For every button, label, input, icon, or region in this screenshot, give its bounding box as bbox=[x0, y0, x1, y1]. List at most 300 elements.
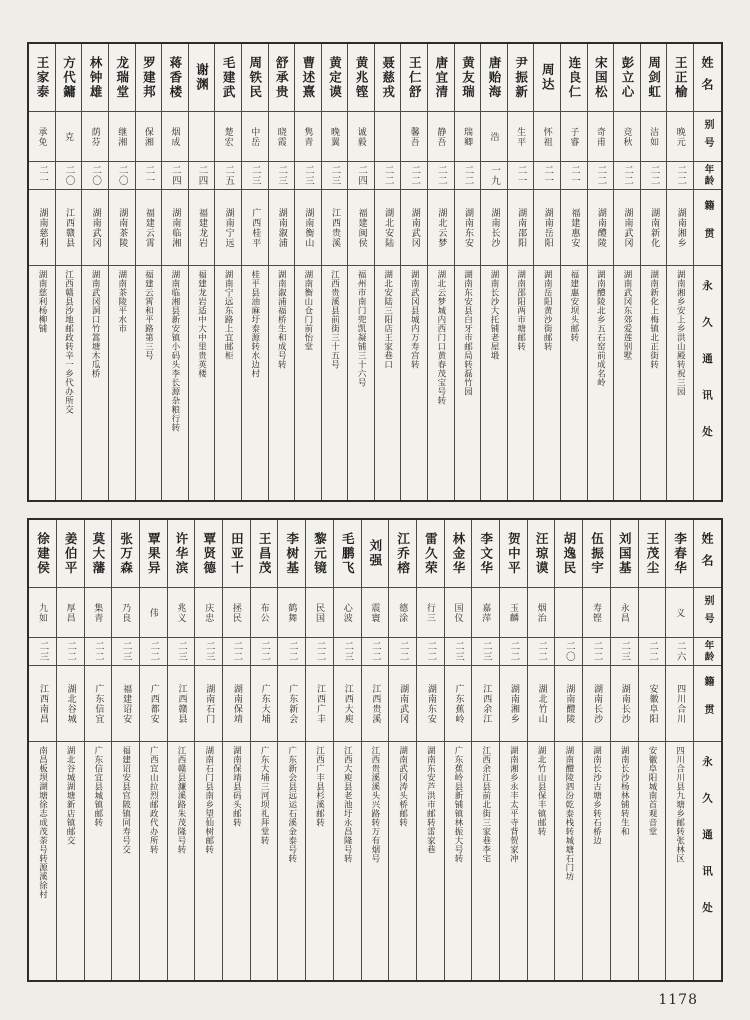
directory-table-bottom bbox=[27, 518, 723, 982]
person-name: 方代鏞 bbox=[61, 55, 77, 100]
person-age-cell bbox=[362, 638, 389, 666]
person-address-cell bbox=[667, 266, 693, 500]
person-alias-cell bbox=[555, 588, 582, 638]
person-address: 湖南临湘县新安镇小码头李长源杂粮行转 bbox=[169, 270, 180, 432]
person-native-cell bbox=[481, 190, 507, 266]
person-age: 二一 bbox=[143, 165, 155, 186]
person-alias-cell bbox=[251, 588, 278, 638]
person-name-cell bbox=[56, 44, 82, 112]
person-alias-cell bbox=[29, 112, 55, 162]
person-column bbox=[454, 44, 481, 500]
person-native-place: 湖北谷城 bbox=[65, 683, 76, 724]
person-column bbox=[560, 44, 587, 500]
person-native-place: 江西赣县 bbox=[176, 683, 187, 724]
person-native-place: 湖南湘乡 bbox=[675, 207, 686, 248]
person-column bbox=[139, 520, 167, 980]
person-age: 二四 bbox=[356, 165, 368, 186]
person-name-cell bbox=[29, 44, 55, 112]
person-age: 一九 bbox=[489, 165, 501, 186]
person-address-cell bbox=[428, 266, 454, 500]
person-age: 二三 bbox=[37, 641, 49, 662]
person-age-cell bbox=[508, 162, 534, 190]
person-native-cell bbox=[455, 190, 481, 266]
person-age-cell bbox=[189, 162, 215, 190]
person-age-cell bbox=[401, 162, 427, 190]
person-native-cell bbox=[614, 190, 640, 266]
person-name-cell bbox=[389, 520, 416, 588]
person-age-cell bbox=[481, 162, 507, 190]
person-column bbox=[135, 44, 162, 500]
person-alias-cell bbox=[140, 588, 167, 638]
person-age-cell bbox=[455, 162, 481, 190]
person-name: 龙瑞堂 bbox=[114, 55, 130, 100]
person-alias-cell bbox=[85, 588, 112, 638]
person-alias: 晚元 bbox=[674, 126, 685, 147]
person-address: 广东信宜县城镇邮转 bbox=[92, 746, 103, 827]
person-name-cell bbox=[428, 44, 454, 112]
person-address: 湖南东安芦洪市邮转雷家巷 bbox=[425, 746, 436, 854]
person-native-place: 福建诏安 bbox=[121, 683, 132, 724]
person-age: 二六 bbox=[674, 641, 686, 662]
person-name: 刘国基 bbox=[617, 531, 633, 576]
person-alias-cell bbox=[136, 112, 162, 162]
person-name-cell bbox=[57, 520, 84, 588]
person-alias: 鹤舞 bbox=[286, 602, 297, 623]
person-age: 二二 bbox=[646, 641, 658, 662]
person-address-cell bbox=[56, 266, 82, 500]
person-alias: 瑞卿 bbox=[461, 126, 472, 147]
person-column bbox=[161, 44, 188, 500]
person-address-cell bbox=[614, 266, 640, 500]
person-name-cell bbox=[445, 520, 472, 588]
person-alias: 乃良 bbox=[120, 602, 131, 623]
person-native-cell bbox=[641, 190, 667, 266]
person-alias: 奇甫 bbox=[594, 126, 605, 147]
person-alias-cell bbox=[508, 112, 534, 162]
person-alias: 玉麟 bbox=[507, 602, 518, 623]
person-native-place: 广东信宜 bbox=[93, 683, 104, 724]
person-alias-cell bbox=[639, 588, 666, 638]
person-address-cell bbox=[140, 742, 167, 980]
person-alias-cell bbox=[561, 112, 587, 162]
person-alias-cell bbox=[455, 112, 481, 162]
person-column bbox=[533, 44, 560, 500]
person-name-cell bbox=[242, 44, 268, 112]
person-address: 福建云霄和平路第三号 bbox=[143, 270, 154, 360]
person-name: 周达 bbox=[540, 63, 556, 92]
person-column bbox=[374, 44, 401, 500]
person-name: 黄友瑞 bbox=[460, 55, 476, 100]
person-native-cell bbox=[401, 190, 427, 266]
person-name: 黎元镜 bbox=[312, 531, 328, 576]
person-native-place: 广东新会 bbox=[287, 683, 298, 724]
person-address-cell bbox=[500, 742, 527, 980]
person-name: 田亚十 bbox=[229, 531, 245, 576]
person-alias-cell bbox=[162, 112, 188, 162]
person-address: 南昌板坝湖塘徐志成茂荼号转源溪徐村 bbox=[37, 746, 48, 899]
header-cell-address bbox=[694, 266, 721, 500]
person-name: 谢渊 bbox=[194, 63, 210, 92]
person-age: 二一 bbox=[36, 165, 48, 186]
person-column bbox=[638, 520, 666, 980]
person-column bbox=[222, 520, 250, 980]
person-address-cell bbox=[109, 266, 135, 500]
person-address: 四川合川县九塘乡邮转张林区 bbox=[674, 746, 685, 863]
person-alias: 厚昌 bbox=[64, 602, 75, 623]
person-native-place: 湖北云梦 bbox=[436, 207, 447, 248]
person-age: 二三 bbox=[175, 641, 187, 662]
person-column bbox=[250, 520, 278, 980]
person-native-cell bbox=[472, 666, 499, 742]
person-address: 福州市南门兜凯凝铺三十六号 bbox=[356, 270, 367, 387]
person-name: 罗建邦 bbox=[141, 55, 157, 100]
person-native-cell bbox=[417, 666, 444, 742]
person-age: 二三 bbox=[342, 641, 354, 662]
person-name: 毛鹏飞 bbox=[340, 531, 356, 576]
person-name: 周铁民 bbox=[247, 55, 263, 100]
person-name-cell bbox=[583, 520, 610, 588]
person-age: 二三 bbox=[120, 641, 132, 662]
person-name-cell bbox=[168, 520, 195, 588]
person-name-cell bbox=[666, 520, 693, 588]
person-address: 湖南醴陵北乡五石窑前成名岭 bbox=[595, 270, 606, 387]
person-native-cell bbox=[555, 666, 582, 742]
person-alias: 庆忠 bbox=[203, 602, 214, 623]
person-name-cell bbox=[455, 44, 481, 112]
person-alias: 继湘 bbox=[116, 126, 127, 147]
person-address: 湖南慈利杨柳铺 bbox=[36, 270, 47, 333]
person-age: 二五 bbox=[223, 165, 235, 186]
header-address-label: 永久通讯处 bbox=[701, 756, 713, 939]
person-name-cell bbox=[251, 520, 278, 588]
person-name: 刘强 bbox=[367, 539, 383, 568]
person-name-cell bbox=[417, 520, 444, 588]
person-native-cell bbox=[278, 666, 305, 742]
person-age-cell bbox=[295, 162, 321, 190]
person-address: 广东蕉岭县新铺镇林振大号转 bbox=[453, 746, 464, 863]
person-name: 雷久荣 bbox=[423, 531, 439, 576]
person-alias-cell bbox=[389, 588, 416, 638]
person-native-place: 福建龙岩 bbox=[197, 207, 208, 248]
person-age: 二〇 bbox=[116, 165, 128, 186]
person-name: 舒承贵 bbox=[274, 55, 290, 100]
person-native-cell bbox=[57, 666, 84, 742]
person-address: 湖南武冈东郊爱莲别墅 bbox=[622, 270, 633, 360]
person-name: 王仁舒 bbox=[407, 55, 423, 100]
person-native-cell bbox=[428, 190, 454, 266]
person-native-place: 江西贵溪 bbox=[329, 207, 340, 248]
header-native-label: 籍贯 bbox=[702, 675, 713, 732]
person-column bbox=[499, 520, 527, 980]
person-name: 黄定谟 bbox=[327, 55, 343, 100]
person-alias-cell bbox=[375, 112, 401, 162]
person-address: 广东新会县远运石溪金泰号转 bbox=[286, 746, 297, 863]
header-age-label: 年龄 bbox=[702, 640, 714, 663]
person-native-cell bbox=[375, 190, 401, 266]
person-native-cell bbox=[29, 190, 55, 266]
person-address: 湖南湘乡永丰太平寺背贺家冲 bbox=[508, 746, 519, 863]
person-alias-cell bbox=[583, 588, 610, 638]
person-address-cell bbox=[583, 742, 610, 980]
person-name-cell bbox=[136, 44, 162, 112]
person-name-cell bbox=[555, 520, 582, 588]
person-age: 二四 bbox=[169, 165, 181, 186]
person-age: 二二 bbox=[409, 165, 421, 186]
person-age-cell bbox=[278, 638, 305, 666]
person-age-cell bbox=[614, 162, 640, 190]
person-name: 莫大藩 bbox=[90, 531, 106, 576]
person-native-cell bbox=[639, 666, 666, 742]
person-alias-cell bbox=[215, 112, 241, 162]
person-alias-cell bbox=[401, 112, 427, 162]
person-name: 周剑虹 bbox=[646, 55, 662, 100]
person-native-cell bbox=[667, 190, 693, 266]
person-address: 湖南溆浦福桥生和成号转 bbox=[276, 270, 287, 369]
person-name-cell bbox=[162, 44, 188, 112]
person-alias: 兆义 bbox=[175, 602, 186, 623]
person-age-cell bbox=[109, 162, 135, 190]
person-age-cell bbox=[534, 162, 560, 190]
person-age: 二二 bbox=[675, 165, 687, 186]
person-address-cell bbox=[588, 266, 614, 500]
person-native-cell bbox=[500, 666, 527, 742]
person-age-cell bbox=[472, 638, 499, 666]
person-age: 二〇 bbox=[90, 165, 102, 186]
person-column bbox=[665, 520, 693, 980]
person-alias-cell bbox=[306, 588, 333, 638]
person-alias: 中岳 bbox=[249, 126, 260, 147]
person-alias: 德涂 bbox=[397, 602, 408, 623]
header-age-label: 年龄 bbox=[702, 164, 714, 187]
person-address-cell bbox=[561, 266, 587, 500]
person-address: 江西赣县濂溪路朱茂隆号转 bbox=[175, 746, 186, 854]
person-native-place: 湖南武冈 bbox=[90, 207, 101, 248]
person-native-place: 湖南石门 bbox=[204, 683, 215, 724]
person-native-place: 湖南邵阳 bbox=[516, 207, 527, 248]
person-native-place: 湖南长沙 bbox=[592, 683, 603, 724]
person-alias-cell bbox=[428, 112, 454, 162]
person-name-cell bbox=[500, 520, 527, 588]
person-name: 王昌茂 bbox=[257, 531, 273, 576]
person-address-cell bbox=[401, 266, 427, 500]
person-column bbox=[610, 520, 638, 980]
person-address-cell bbox=[215, 266, 241, 500]
person-native-cell bbox=[112, 666, 139, 742]
person-name: 胡逸民 bbox=[561, 531, 577, 576]
person-name-cell bbox=[322, 44, 348, 112]
person-native-cell bbox=[140, 666, 167, 742]
person-name: 伍振宇 bbox=[589, 531, 605, 576]
person-column bbox=[613, 44, 640, 500]
person-native-place: 湖南湘乡 bbox=[508, 683, 519, 724]
person-name-cell bbox=[269, 44, 295, 112]
person-alias-cell bbox=[611, 588, 638, 638]
person-alias: 伟 bbox=[147, 607, 158, 618]
person-name: 李树基 bbox=[284, 531, 300, 576]
person-column bbox=[111, 520, 139, 980]
person-native-cell bbox=[295, 190, 321, 266]
person-native-place: 湖南新化 bbox=[649, 207, 660, 248]
person-native-cell bbox=[223, 666, 250, 742]
person-age-cell bbox=[168, 638, 195, 666]
person-native-place: 湖南岳阳 bbox=[542, 207, 553, 248]
person-column bbox=[277, 520, 305, 980]
person-age: 二〇 bbox=[63, 165, 75, 186]
person-native-place: 广西都安 bbox=[148, 683, 159, 724]
person-age-cell bbox=[85, 638, 112, 666]
person-name: 王正榆 bbox=[673, 55, 689, 100]
person-age: 二二 bbox=[425, 641, 437, 662]
person-alias-cell bbox=[112, 588, 139, 638]
header-cell-alias bbox=[694, 112, 721, 162]
person-alias: 拯民 bbox=[230, 602, 241, 623]
person-native-cell bbox=[195, 666, 222, 742]
person-name-cell bbox=[334, 520, 361, 588]
person-address-cell bbox=[534, 266, 560, 500]
person-name: 唐宜清 bbox=[433, 55, 449, 100]
person-alias: 子睿 bbox=[568, 126, 579, 147]
person-native-cell bbox=[389, 666, 416, 742]
person-column bbox=[167, 520, 195, 980]
person-alias-cell bbox=[242, 112, 268, 162]
person-age: 二〇 bbox=[563, 641, 575, 662]
person-native-place: 广东大埔 bbox=[259, 683, 270, 724]
person-alias: 行三 bbox=[424, 602, 435, 623]
person-age-cell bbox=[334, 638, 361, 666]
person-age-cell bbox=[215, 162, 241, 190]
person-address: 湖南衡山仓门前怡堂 bbox=[302, 270, 313, 351]
person-alias: 国仪 bbox=[452, 602, 463, 623]
person-alias: 生平 bbox=[515, 126, 526, 147]
person-native-cell bbox=[85, 666, 112, 742]
person-name-cell bbox=[109, 44, 135, 112]
person-column bbox=[194, 520, 222, 980]
person-native-place: 湖南保靖 bbox=[231, 683, 242, 724]
person-address: 桂平县油麻圩泰源转水边村 bbox=[249, 270, 260, 378]
person-alias: 义 bbox=[674, 607, 685, 618]
person-age: 二二 bbox=[622, 165, 634, 186]
person-native-place: 湖南宁远 bbox=[223, 207, 234, 248]
person-native-cell bbox=[611, 666, 638, 742]
person-column bbox=[471, 520, 499, 980]
person-alias: 永昌 bbox=[618, 602, 629, 623]
person-name-cell bbox=[534, 44, 560, 112]
person-column bbox=[305, 520, 333, 980]
person-column bbox=[427, 44, 454, 500]
person-age: 二二 bbox=[536, 641, 548, 662]
person-native-place: 江西贵溪 bbox=[370, 683, 381, 724]
person-age: 二三 bbox=[203, 641, 215, 662]
person-age-cell bbox=[555, 638, 582, 666]
person-native-cell bbox=[362, 666, 389, 742]
person-column bbox=[294, 44, 321, 500]
person-age-cell bbox=[242, 162, 268, 190]
person-name-cell bbox=[508, 44, 534, 112]
person-name: 徐建侯 bbox=[35, 531, 51, 576]
person-alias-cell bbox=[322, 112, 348, 162]
person-age-cell bbox=[417, 638, 444, 666]
person-alias-cell bbox=[362, 588, 389, 638]
person-age-cell bbox=[639, 638, 666, 666]
person-column bbox=[416, 520, 444, 980]
person-name-cell bbox=[223, 520, 250, 588]
person-name-cell bbox=[639, 520, 666, 588]
person-address-cell bbox=[242, 266, 268, 500]
person-address-cell bbox=[555, 742, 582, 980]
person-name-cell bbox=[614, 44, 640, 112]
person-age-cell bbox=[583, 638, 610, 666]
person-age-cell bbox=[322, 162, 348, 190]
person-address-cell bbox=[223, 742, 250, 980]
person-native-place: 湖南武冈 bbox=[622, 207, 633, 248]
person-age-cell bbox=[666, 638, 693, 666]
person-name-cell bbox=[528, 520, 555, 588]
person-column bbox=[388, 520, 416, 980]
person-address-cell bbox=[57, 742, 84, 980]
person-name-cell bbox=[140, 520, 167, 588]
person-age: 二一 bbox=[568, 165, 580, 186]
person-age: 二三 bbox=[480, 641, 492, 662]
person-address-cell bbox=[29, 266, 55, 500]
person-alias-cell bbox=[348, 112, 374, 162]
person-address-cell bbox=[472, 742, 499, 980]
person-alias: 晓霞 bbox=[275, 126, 286, 147]
person-alias-cell bbox=[57, 588, 84, 638]
person-address-cell bbox=[85, 742, 112, 980]
person-native-place: 湖南武冈 bbox=[398, 683, 409, 724]
person-age: 二二 bbox=[259, 641, 271, 662]
person-address-cell bbox=[251, 742, 278, 980]
person-age: 二二 bbox=[92, 641, 104, 662]
person-native-place: 江西南昌 bbox=[37, 683, 48, 724]
person-age: 二二 bbox=[595, 165, 607, 186]
person-alias-cell bbox=[481, 112, 507, 162]
person-native-place: 四川合川 bbox=[675, 683, 686, 724]
person-alias: 馨吾 bbox=[408, 126, 419, 147]
person-column bbox=[214, 44, 241, 500]
person-native-cell bbox=[269, 190, 295, 266]
person-name: 江乔榕 bbox=[395, 531, 411, 576]
person-name-cell bbox=[189, 44, 215, 112]
person-age-cell bbox=[29, 162, 55, 190]
person-native-cell bbox=[322, 190, 348, 266]
person-column bbox=[400, 44, 427, 500]
person-native-cell bbox=[588, 190, 614, 266]
person-name: 李春华 bbox=[672, 531, 688, 576]
person-name-cell bbox=[82, 44, 108, 112]
person-name-cell bbox=[306, 520, 333, 588]
person-age: 二二 bbox=[508, 641, 520, 662]
person-name: 尹振新 bbox=[513, 55, 529, 100]
person-age: 二二 bbox=[397, 641, 409, 662]
person-alias: 集青 bbox=[92, 602, 103, 623]
person-name: 聂慈戎 bbox=[380, 55, 396, 100]
person-age-cell bbox=[641, 162, 667, 190]
person-native-place: 江西赣县 bbox=[64, 207, 75, 248]
person-address-cell bbox=[508, 266, 534, 500]
person-native-place: 湖南茶陵 bbox=[117, 207, 128, 248]
person-name-cell bbox=[295, 44, 321, 112]
person-age: 二二 bbox=[148, 641, 160, 662]
person-alias-cell bbox=[56, 112, 82, 162]
person-address-cell bbox=[269, 266, 295, 500]
person-native-cell bbox=[109, 190, 135, 266]
person-name: 汪琼谟 bbox=[534, 531, 550, 576]
person-alias-cell bbox=[500, 588, 527, 638]
person-name-cell bbox=[481, 44, 507, 112]
person-address-cell bbox=[362, 742, 389, 980]
person-age-cell bbox=[82, 162, 108, 190]
